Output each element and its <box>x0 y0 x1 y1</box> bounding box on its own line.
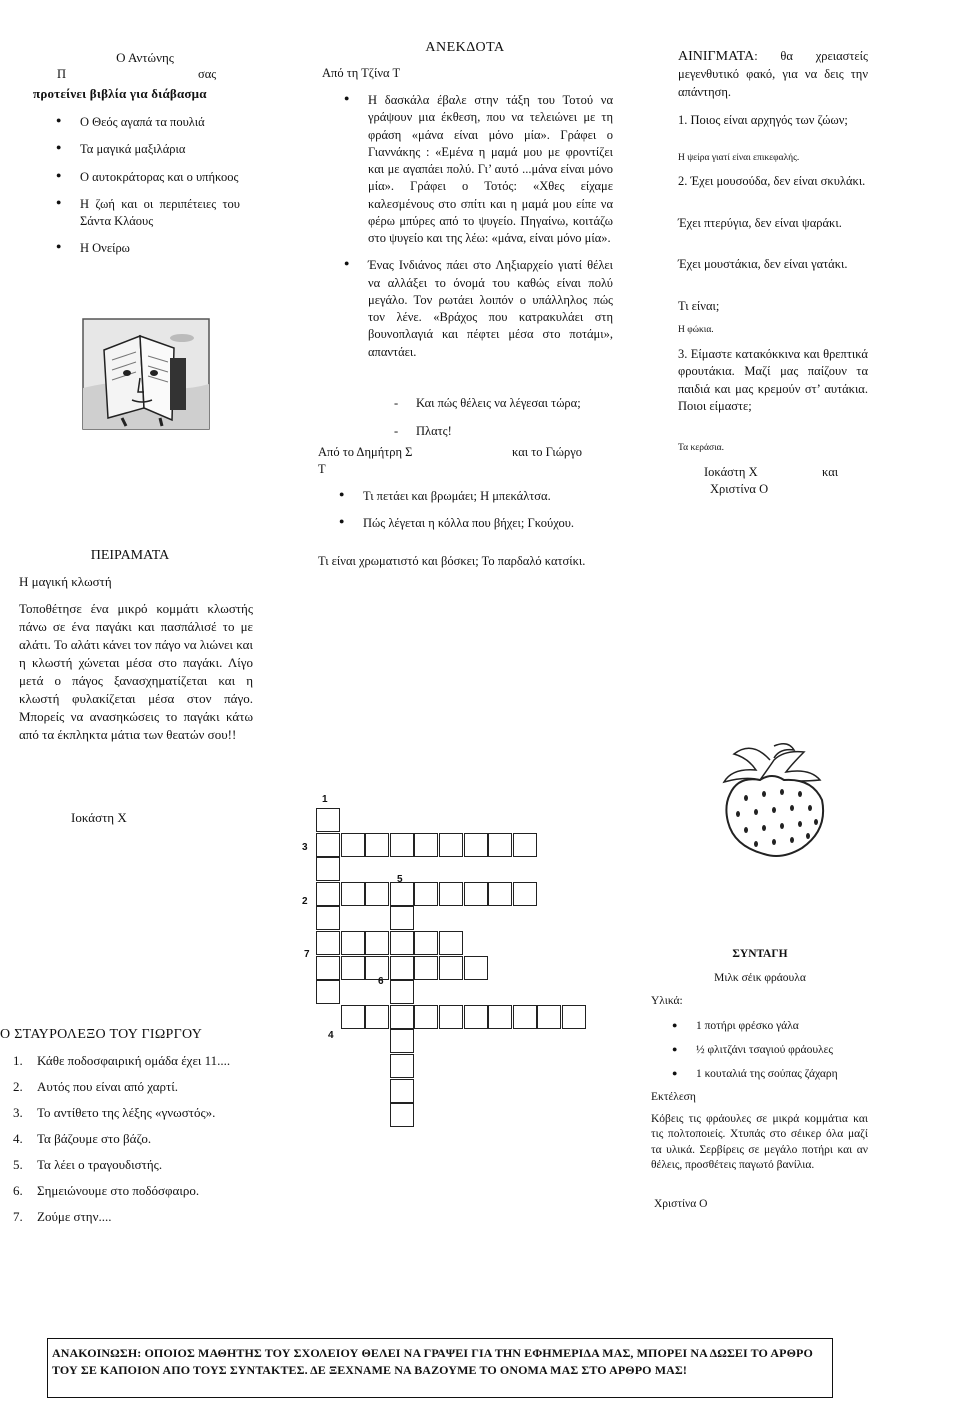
clue-number: 6. <box>13 1182 23 1198</box>
crossword-cell <box>464 956 488 980</box>
crossword-cell <box>390 980 414 1004</box>
riddle-2d: Τι είναι; <box>678 299 720 313</box>
crossword-cell <box>365 1005 389 1029</box>
riddles-author2: Χριστίνα Ο <box>710 482 769 496</box>
clue-text: Αυτός που είναι από χαρτί. <box>37 1078 178 1094</box>
clue-number: 1. <box>13 1053 23 1068</box>
clue-text: Τα βάζουμε στο βάζο. <box>37 1130 152 1146</box>
crossword-cell <box>316 980 340 1004</box>
list-item <box>13 1078 273 1096</box>
crossword-cell <box>439 931 463 955</box>
crossword-clue-number: 7 <box>304 949 310 960</box>
books-title-line3: προτείνει βιβλία για διάβασμα <box>33 86 207 101</box>
list-item <box>13 1182 273 1200</box>
books-title-line2-a: Π <box>57 67 67 81</box>
anecdotes-dialogue <box>390 396 620 448</box>
anecdotes-jokes-list <box>338 92 613 371</box>
crossword-clue-number: 5 <box>397 874 403 885</box>
experiments-title: ΠΕΙΡΑΜΑΤΑ <box>90 548 170 563</box>
crossword-cell <box>390 833 414 857</box>
crossword-cell <box>390 906 414 930</box>
riddle-2a: 2. Έχει μουσούδα, δεν είναι σκυλάκι. <box>678 174 866 188</box>
list-item: ● Η Ονείρω <box>50 240 240 257</box>
riddle-3-answer: Τα κεράσια. <box>678 443 725 453</box>
list-item: ● Τα μαγικά μαξιλάρια <box>50 141 240 158</box>
crossword-cell <box>365 833 389 857</box>
crossword-clues-list <box>13 1052 273 1234</box>
crossword-clue-number: 4 <box>328 1030 334 1041</box>
anecdotes-from1: Από τη Τζίνα Τ <box>322 66 401 80</box>
anecdotes-q3: Τι είναι χρωματιστό και βόσκει; Το παρδαλό κατσίκι. <box>318 554 586 568</box>
riddle-2c: Έχει μουστάκια, δεν είναι γατάκι. <box>678 257 848 271</box>
clue-text: Σημειώνουμε στο ποδόσφαιρο. <box>37 1182 200 1198</box>
crossword-cell <box>316 906 340 930</box>
clue-number: 2. <box>13 1078 23 1094</box>
crossword-cell <box>316 808 340 832</box>
anecdotes-from2-a: Από το Δημήτρη Σ <box>318 445 413 459</box>
riddles-intro: : θα χρειαστείς μεγενθυτικό φακό, για να δεις την απάντηση. <box>678 49 868 99</box>
list-item: ● Τι πετάει και βρωμάει; Η μπεκάλτσα. <box>333 488 613 505</box>
books-title-line1: Ο Αντώνης <box>116 50 174 65</box>
recipe-ingredients-label: Υλικά: <box>651 995 683 1007</box>
crossword-cell <box>414 956 438 980</box>
books-title-line2-b: σας <box>198 67 217 81</box>
crossword-cell <box>488 833 512 857</box>
clue-text: Το αντίθετο της λέξης «γνωστός». <box>37 1104 216 1120</box>
list-item <box>13 1052 273 1070</box>
recipe-method-label: Εκτέλεση <box>651 1091 696 1103</box>
list-item <box>13 1208 273 1226</box>
announcement-box <box>47 1338 833 1398</box>
riddles-intro-block <box>678 47 868 101</box>
crossword-cell <box>464 1005 488 1029</box>
crossword-cell <box>513 833 537 857</box>
announcement-text: ΑΝΑΚΟΙΝΩΣΗ: ΟΠΟΙΟΣ ΜΑΘΗΤΗΣ ΤΟΥ ΣΧΟΛΕΙΟΥ ΘΕΛΕΙ ΝΑ ΓΡΑΨΕΙ ΓΙΑ ΤΗΝ ΕΦΗΜΕΡΙΔΑ ΜΑΣ, ΜΠΟΡΕΙ ΝΑ ΔΩΣΕΙ ΤΟ ΑΡΘΡΟ ΤΟΥ ΣΕ ΚΑΠΟΙΟΝ ΑΠΟ ΤΟΥΣ ΣΥΝΤΑΚΤΕΣ. ΔΕ ΞΕΧΝΑΜΕ ΝΑ ΒΑΖΟΥΜΕ ΤΟ ΟΝΟΜΑ ΜΑΣ ΣΤΟ ΑΡΘΡΟ ΜΑΣ! <box>52 1346 813 1378</box>
recipe-author: Χριστίνα Ο <box>654 1198 708 1210</box>
list-item: ● ½ φλιτζάνι τσαγιού φράουλες <box>666 1043 876 1059</box>
crossword-cell <box>390 882 414 906</box>
clue-text: Κάθε ποδοσφαιρική ομάδα έχει 11.... <box>37 1053 231 1068</box>
crossword-cell <box>316 833 340 857</box>
recipe-method: Κόβεις τις φράουλες σε μικρά κομμάτια και τις πολτοποιείς. Χτυπάς στο σέικερ όλα μαζί τα υλικά. Σερβίρεις σε μεγάλο ποτήρι και αν θέλεις, προσθέτεις παγωτό βανίλια. <box>651 1113 868 1171</box>
crossword-cell <box>464 833 488 857</box>
clue-number: 4. <box>13 1130 23 1146</box>
crossword-cell <box>341 833 365 857</box>
list-item <box>13 1104 273 1122</box>
strawberry-illustration <box>712 730 832 860</box>
crossword-cell <box>341 882 365 906</box>
crossword-cell <box>439 833 463 857</box>
list-item <box>13 1156 273 1174</box>
books-list <box>50 114 240 268</box>
crossword-cell <box>365 882 389 906</box>
list-item: ● Πώς λέγεται η κόλλα που βήχει; Γκούχου. <box>333 515 613 532</box>
crossword-cell <box>439 882 463 906</box>
crossword-cell <box>341 931 365 955</box>
crossword-cell <box>537 1005 561 1029</box>
crossword-cell <box>390 1079 414 1103</box>
list-item: ● Η δασκάλα έβαλε στην τάξη του Τοτού να γράψουν μια έκθεση, που να τελειώνει με τη φράση «μάνα είναι μόνο μία». Γράφει ο Γιαννάκης : «Εμένα η μαμά μου με φροντίζει και με αγαπάει πολύ. Γι’ αυτό ...μάνα είναι μόνο μία». Γράφει ο Τοτός: «Χθες είχαμε καλεσμένους στο σπίτι και η μαμά μου είπε να φέρω μπύρες από το ψυγείο. Πηγαίνω, κοιτάζω στο ψυγείο και της λέω: «μάνα, είναι μόνο μία». <box>338 92 613 247</box>
crossword-cell <box>390 931 414 955</box>
crossword-title: Ο ΣΤΑΥΡΟΛΕΞΟ ΤΟΥ ΓΙΩΡΓΟΥ <box>0 1027 203 1042</box>
riddle-3: 3. Είμαστε κατακόκκινα και θρεπτικά φρουτάκια. Μαζί μας παίζουν τα παιδιά και μας κρεμούν στ’ αυτάκια. Ποιοι είμαστε; <box>678 347 868 413</box>
crossword-cell <box>414 833 438 857</box>
recipe-title: ΣΥΝΤΑΓΗ <box>732 948 788 960</box>
anecdotes-questions-list <box>333 488 613 543</box>
riddle-1-answer: Η ψείρα γιατί είναι επικεφαλής. <box>678 153 800 163</box>
crossword-clue-number: 1 <box>322 794 328 805</box>
anecdotes-from2-c: Τ <box>318 462 326 476</box>
riddle-1: 1. Ποιος είναι αρχηγός των ζώων; <box>678 113 848 127</box>
list-item: - Και πώς θέλεις να λέγεσαι τώρα; <box>390 396 620 411</box>
clue-text: Τα λέει ο τραγουδιστής. <box>37 1156 163 1172</box>
anecdotes-from2-b: και το Γιώργο <box>512 445 583 459</box>
crossword-cell <box>316 956 340 980</box>
riddles-author1-b: και <box>822 465 839 479</box>
crossword-cell <box>316 931 340 955</box>
crossword-cell <box>414 931 438 955</box>
list-item: ● 1 κουταλιά της σούπας ζάχαρη <box>666 1067 876 1083</box>
crossword-cell <box>562 1005 586 1029</box>
crossword-cell <box>365 931 389 955</box>
crossword-cell <box>390 956 414 980</box>
recipe-ingredients-list <box>666 1019 876 1093</box>
crossword-cell <box>390 1054 414 1078</box>
clue-number: 5. <box>13 1156 23 1172</box>
reading-man-illustration <box>82 318 210 430</box>
list-item: ● Ένας Ινδιάνος πάει στο Ληξιαρχείο γιατί θέλει να αλλάξει το όνομά του καθώς είναι πολύ μεγάλο. Τον ρωτάει λοιπόν ο υπάλληλος πώς τον λένε. «Βράχος που κατρακυλάει στη βουνοπλαγιά και πέφτει μέσα στο ποτάμι», απαντάει. <box>338 257 613 361</box>
riddle-2b: Έχει πτερύγια, δεν είναι ψαράκι. <box>678 216 842 230</box>
list-item: ● Ο αυτοκράτορας και ο υπήκοος <box>50 169 240 186</box>
list-item <box>13 1130 273 1148</box>
crossword-cell <box>513 1005 537 1029</box>
list-item: - Πλατς! <box>390 424 620 439</box>
experiments-author: Ιοκάστη Χ <box>71 810 127 825</box>
list-item: ● Η ζωή και οι περιπέτειες του Σάντα Κλάους <box>50 196 240 231</box>
crossword-cell <box>414 1005 438 1029</box>
crossword-clue-number: 3 <box>302 842 308 853</box>
crossword-cell <box>341 1005 365 1029</box>
crossword-cell <box>464 882 488 906</box>
crossword-cell <box>414 882 438 906</box>
crossword-cell <box>390 1005 414 1029</box>
clue-number: 3. <box>13 1104 23 1120</box>
riddle-2-answer: Η φώκια. <box>678 325 714 335</box>
crossword-cell <box>365 956 389 980</box>
crossword-cell <box>488 1005 512 1029</box>
crossword-cell <box>316 882 340 906</box>
clue-number: 7. <box>13 1208 23 1224</box>
crossword-cell <box>341 956 365 980</box>
crossword-cell <box>513 882 537 906</box>
crossword-cell <box>390 1029 414 1053</box>
riddles-author1-a: Ιοκάστη Χ <box>704 465 758 479</box>
crossword-cell <box>439 956 463 980</box>
crossword-clue-number: 2 <box>302 896 308 907</box>
crossword-cell <box>439 1005 463 1029</box>
crossword-clue-number: 6 <box>378 976 384 987</box>
crossword-cell <box>488 882 512 906</box>
list-item: ● 1 ποτήρι φρέσκο γάλα <box>666 1019 876 1035</box>
crossword-cell <box>390 1103 414 1127</box>
experiments-text: Τοποθέτησε ένα μικρό κομμάτι κλωστής πάνω σε ένα παγάκι και πασπάλισέ το με αλάτι. Το αλάτι κάνει τον πάγο να λιώνει και η κλωστή χώνεται μέσα στο παγάκι. Λίγο μετά ο πάγος ξανασχηματίζεται και η κλωστή φυλακίζεται μέσα στον πάγο. Μπορείς να ανασηκώσεις το παγάκι κάτω από τα έκπληκτα μάτια των θεατών σου!! <box>19 601 253 742</box>
riddles-title: ΑΙΝΙΓΜΑΤΑ <box>678 49 755 64</box>
crossword-cell <box>316 857 340 881</box>
recipe-subtitle: Μιλκ σέικ φράουλα <box>714 972 806 984</box>
experiments-subtitle: Η μαγική κλωστή <box>19 574 112 589</box>
clue-text: Ζούμε στην.... <box>37 1208 112 1224</box>
list-item: ● Ο Θεός αγαπά τα πουλιά <box>50 114 240 131</box>
anecdotes-title: ΑΝΕΚΔΟΤΑ <box>425 40 505 55</box>
